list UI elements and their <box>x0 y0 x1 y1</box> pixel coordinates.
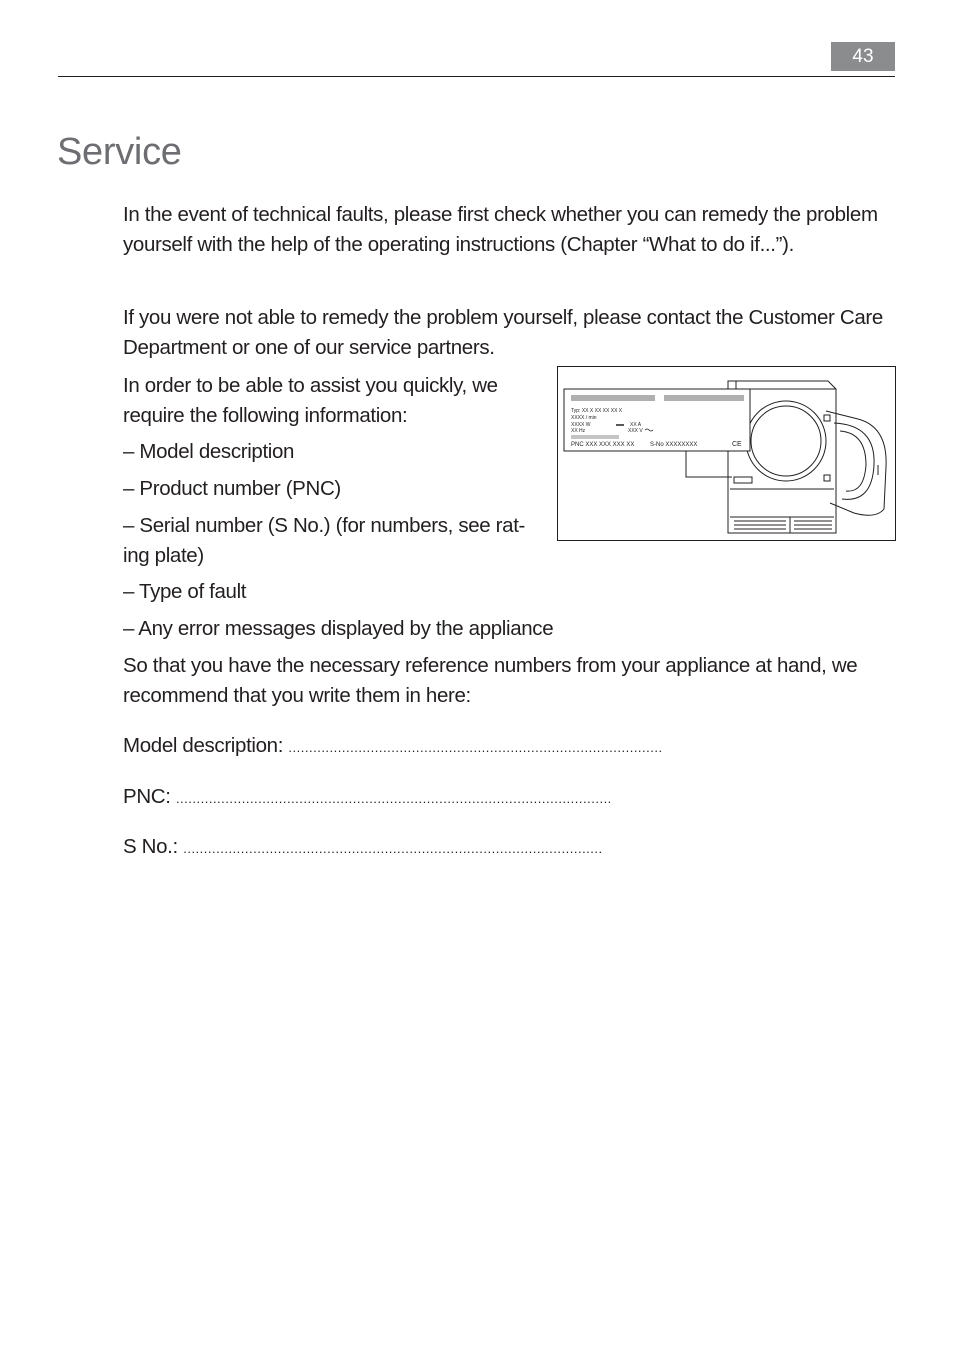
list-item-model: – Model description <box>123 440 295 463</box>
form-model-label: Model description: <box>123 734 289 757</box>
form-sno-dots: ...................................................................................................... <box>183 841 603 856</box>
header-rule <box>58 76 895 77</box>
list-item-serial: – Serial number (S No.) (for numbers, see rat- ing plate) <box>123 514 526 567</box>
dryer-body <box>728 381 886 533</box>
plate-hz-line: XX Hz <box>571 428 586 434</box>
form-model-dots: ........................................................................................... <box>288 740 663 755</box>
paragraph-technical-faults: In the event of technical faults, please first check whether you can remedy the problem yourself with the help of the operating instructions (Chapter “What to do if...”). <box>123 203 878 256</box>
paragraph-write-numbers: So that you have the necessary reference numbers from your appliance at hand, we recommend that you write them in here: <box>123 654 858 707</box>
dryer-illustration <box>558 367 895 540</box>
plate-pnc-line: PNC XXX XXX XXX XX <box>571 442 635 448</box>
plate-ce-mark: CE <box>732 441 742 448</box>
form-pnc-dots: .......................................................................................................... <box>175 791 612 806</box>
plate-min-line: XXXX / min <box>571 415 597 421</box>
plate-volt-line: XXX V <box>628 428 643 434</box>
rating-plate <box>564 389 750 477</box>
page-title: Service <box>57 131 182 173</box>
plate-sno-line: S-No XXXXXXXX <box>650 442 698 448</box>
list-item-fault: – Type of fault <box>123 580 247 603</box>
plate-amp-line: XX A <box>630 422 642 428</box>
list-item-errors: – Any error messages displayed by the appliance <box>123 617 554 640</box>
paragraph-contact-service: If you were not able to remedy the problem yourself, please contact the Customer Care Department or one of our service partners. <box>123 306 883 359</box>
form-pnc-line <box>123 782 899 814</box>
form-model-line <box>123 731 899 763</box>
plate-typ-line: Typ: XX X XX XX XX X <box>571 408 623 414</box>
list-item-pnc: – Product number (PNC) <box>123 477 341 500</box>
rating-plate-figure <box>557 366 896 541</box>
form-sno-line <box>123 832 899 864</box>
paragraph-required-info: In order to be able to assist you quickly, we require the following information: <box>123 374 498 427</box>
plate-watt-line: XXXX W <box>571 422 591 428</box>
form-sno-label: S No.: <box>123 835 184 858</box>
page-number: 43 <box>831 42 895 71</box>
form-pnc-label: PNC: <box>123 785 176 808</box>
